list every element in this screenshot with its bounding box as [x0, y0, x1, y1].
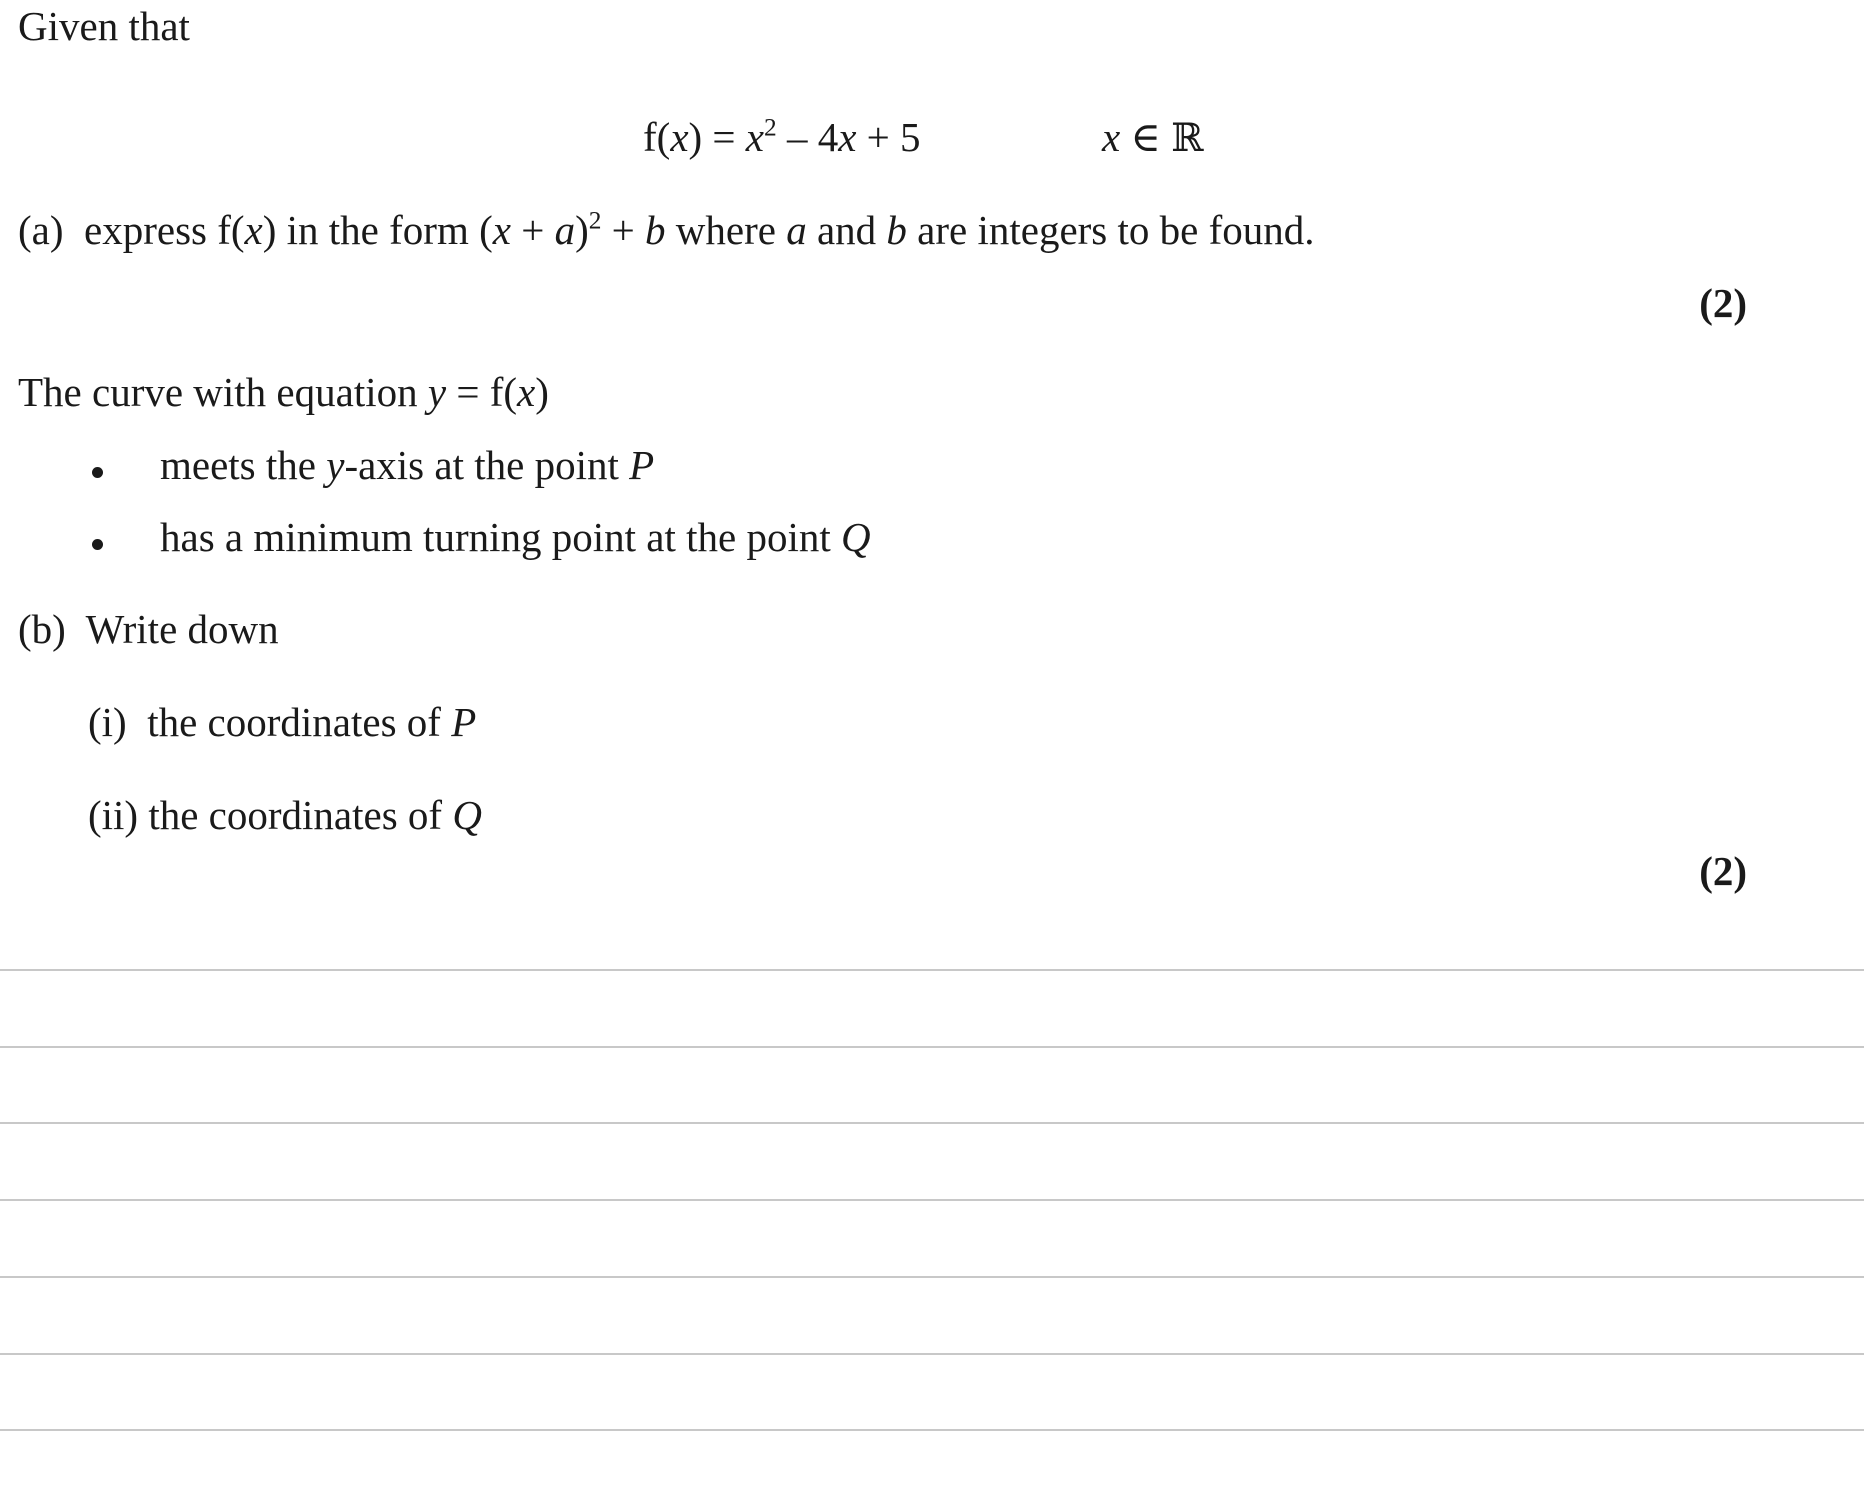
part-b-marks: (2): [1699, 848, 1747, 894]
intro-text: Given that: [18, 3, 190, 49]
answer-line[interactable]: [0, 1199, 1864, 1201]
bullet-item-q: has a minimum turning point at the point Q: [160, 514, 871, 560]
answer-line[interactable]: [0, 1429, 1864, 1431]
bullet-item-p: meets the y-axis at the point P: [160, 442, 655, 488]
part-b-sub-ii: (ii) the coordinates of Q: [88, 792, 482, 838]
bullet-point-icon: [92, 539, 103, 550]
answer-line[interactable]: [0, 1046, 1864, 1048]
part-a-question: (a) express f(x) in the form $(x + a)^2 + b$ where a and b are integers to be found.: [18, 206, 1315, 253]
bullet-point-icon: [92, 467, 103, 478]
part-a-marks: (2): [1699, 280, 1747, 326]
part-b-question: (b) Write down: [18, 606, 279, 652]
part-b-sub-i: (i) the coordinates of P: [88, 699, 477, 745]
function-domain: x ∈ ℝ: [1102, 114, 1204, 161]
answer-line[interactable]: [0, 1122, 1864, 1124]
answer-line[interactable]: [0, 969, 1864, 971]
function-definition: $f(x) = x^2 - 4x + 5$: [643, 113, 921, 160]
answer-line[interactable]: [0, 1276, 1864, 1278]
curve-statement: The curve with equation y = f(x): [18, 369, 549, 415]
answer-line[interactable]: [0, 1353, 1864, 1355]
